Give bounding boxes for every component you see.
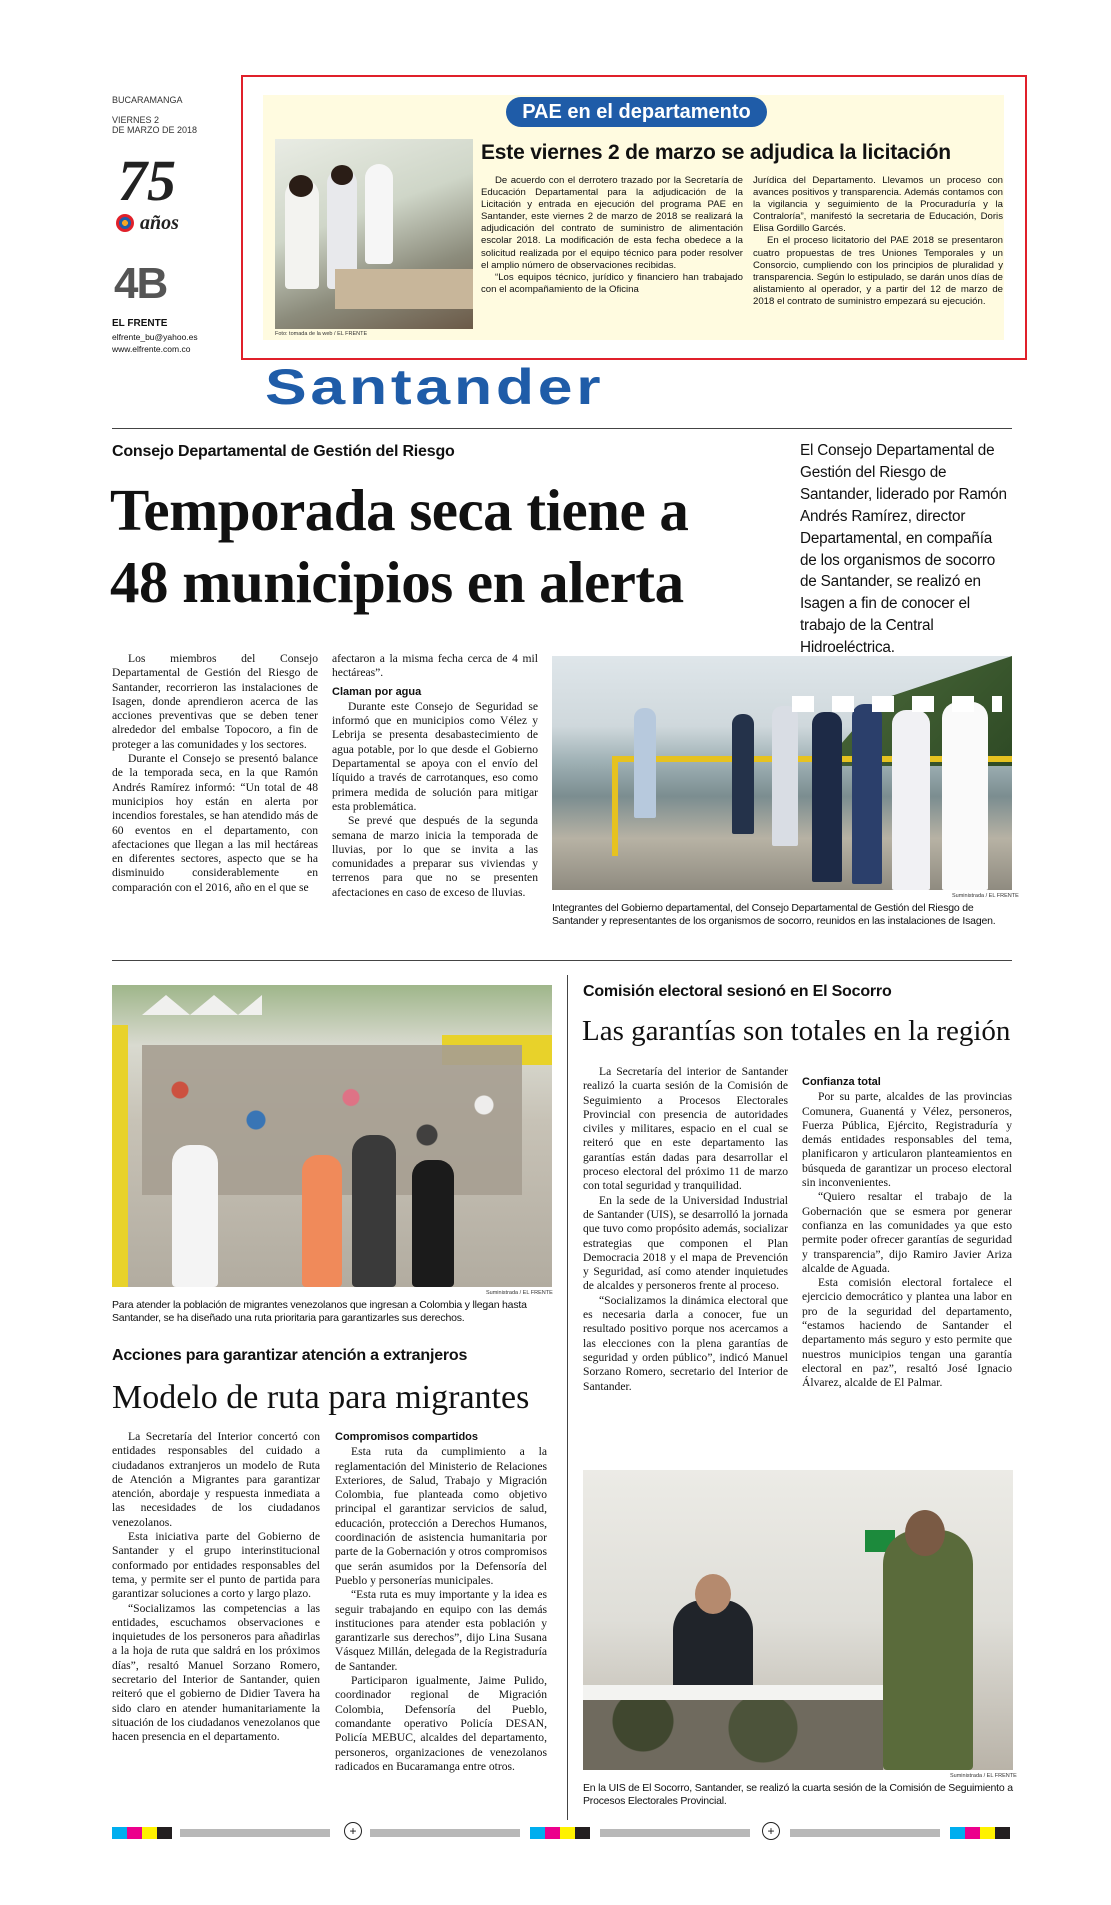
gray-strip-right: [790, 1829, 940, 1837]
article2-col2-p2: “Esta ruta es muy importante y la idea es seguir trabajando en equipo con las demás instituciones para atender esta población y garantizarle sus derechos”, dijo Lina Susana Vásquez Millán, delegada de la Registraduría de Santander.: [335, 1588, 547, 1673]
photo-man-front: [352, 1135, 396, 1287]
color-bar-center: [530, 1827, 590, 1839]
pae-col1-p2: “Los equipos técnico, jurídico y financiero han trabajado con el acompañamiento de la Oficina: [481, 271, 743, 295]
photo-officer-head: [905, 1510, 945, 1556]
article1-kicker: Consejo Departamental de Gestión del Riesgo: [112, 443, 455, 460]
article2-col2-p3: Participaron igualmente, Jaime Pulido, coordinador regional de Migración Colombia, Defensoría del Pueblo, comandante operativo Policía DESAN, Policía MEBUC, alcaldes del departamento, personeros, organizaciones de venezolanos radicados en Bucaramanga entre otros.: [335, 1674, 547, 1773]
page-number: 4B: [114, 259, 167, 308]
gray-strip-mid2: [600, 1829, 750, 1837]
article1-lead: El Consejo Departamental de Gestión del Riesgo de Santander, liderado por Ramón Andrés Ramírez, director Departamental, en compañía de los organismos de socorro de Santander, se realizó en Isagen a fin de conocer el trabajo de la Central Hidroeléctrica.: [800, 442, 1007, 657]
article3-col-2: [802, 1065, 1012, 1391]
article3-col2-p1: Por su parte, alcaldes de las provincias Comunera, Guanentá y Vélez, personeros, Fuerza Pública, Ejército, Registraduría y demás entidades responsables del tema, planificaron y articularon planteamientos en búsqueda de garantizar un proceso electoral sin inconvenientes.: [802, 1090, 1012, 1190]
article1-photo: [552, 656, 1012, 890]
article2-col-2: [335, 1430, 547, 1774]
photo-bridge-rail: [112, 1025, 128, 1287]
article3-photo: [583, 1470, 1013, 1770]
article1-photo-credit: Suministrada / EL FRENTE: [952, 893, 1019, 899]
article2-photo: [112, 985, 552, 1287]
city-label: BUCARAMANGA: [112, 95, 183, 105]
pae-col2-p2: En el proceso licitatorio del PAE 2018 se presentaron cuatro propuestas de tres Uniones Temporales y un Consorcio, cumpliendo con los principios de pluralidad y transparencia. Según lo estipulado, se darán unos días de alistamiento al operador, y a partir del 12 de marzo de 2018 el contrato de suministro empezará su ejecución.: [753, 235, 1003, 307]
color-bar-m3: [965, 1827, 980, 1839]
section-title: Santander: [265, 359, 605, 415]
photo-person-7: [942, 702, 988, 890]
article3-col-1: [583, 1065, 788, 1394]
pae-photo-credit: Foto: tomada de la web / EL FRENTE: [275, 331, 368, 337]
article1-caption: Integrantes del Gobierno departamental, del Consejo Departamental de Gestión del Riesgo de Santander y representantes de los organismos de socorro, reunidos en las instalaciones de Isagen.: [552, 902, 996, 927]
article1-col2-subhead: Claman por agua: [332, 685, 422, 698]
photo-seated-head: [695, 1574, 731, 1614]
article2-photo-credit: Suministrada / EL FRENTE: [486, 1290, 553, 1296]
photo-railing-post: [612, 756, 618, 856]
article2-col1-p1: La Secretaría del Interior concertó con entidades responsables del cuidado a ciudadanos extranjeros un modelo de Ruta de Atención a Migrantes para garantizar atención, abordaje y respuesta inmediata a las necesidades de los ciudadanos venezolanos.: [112, 1430, 320, 1529]
photo-soldiers-front: [583, 1700, 883, 1770]
article1-col-2: [332, 652, 538, 900]
gray-strip-mid: [370, 1829, 520, 1837]
article3-col1-p1: La Secretaría del interior de Santander realizó la cuarta sesión de la Comisión de Seguimiento a Procesos Electorales Provincial con presencia de autoridades civiles y militares, espacio en el cual se reiteró que en este departamento las garantías están dadas para desarrollar el proceso electoral del próximo 11 de marzo con total seguridad y tranquilidad.: [583, 1065, 788, 1193]
article2-col2-subhead: Compromisos compartidos: [335, 1431, 479, 1443]
photo-officer: [883, 1530, 973, 1770]
color-bar-y2: [560, 1827, 575, 1839]
date-line-2: DE MARZO DE 2018: [112, 125, 198, 135]
section-rule: [112, 428, 1012, 429]
photo-person-1: [634, 708, 656, 818]
date-line-1: VIERNES 2: [112, 115, 160, 125]
photo-person-6: [892, 710, 930, 890]
article2-col-1: [112, 1430, 320, 1745]
article3-col2-subhead: Confianza total: [802, 1076, 881, 1088]
article3-caption: En la UIS de El Socorro, Santander, se realizó la cuarta sesión de la Comisión de Seguimiento a Procesos Electorales Provincial.: [583, 1782, 1013, 1807]
article1-col1-p1: Los miembros del Consejo Departamental de Gestión del Riesgo de Santander, recorrieron las instalaciones de Isagen, donde aprendieron acerca de las acciones preventivas que se deben tener alrededor del embalse Topocoro, a fin de proteger a las comunidades y los sectores.: [112, 652, 318, 751]
article3-col1-p2: En la sede de la Universidad Industrial de Santander (UIS), se desarrolló la jornada que tuvo como propósito además, socializar estrategias que componen el Plan Democracia 2018 y el mapa de Prevención y Seguridad, así como atender inquietudes de alcaldes y personeros frente al proceso.: [583, 1193, 788, 1293]
photo-woman-front: [172, 1145, 218, 1287]
article3-headline: Las garantías son totales en la región: [582, 1015, 1011, 1047]
color-bar-yellow: [142, 1827, 157, 1839]
gray-strip-left: [180, 1829, 330, 1837]
photo-person-5: [852, 704, 882, 884]
photo-woman-black: [412, 1160, 454, 1287]
color-bar-black: [157, 1827, 172, 1839]
anniversary-number: 75: [118, 148, 176, 213]
article3-kicker: Comisión electoral sesionó en El Socorro: [583, 983, 892, 1000]
color-bar-c2: [530, 1827, 545, 1839]
pae-col1-p1: De acuerdo con el derrotero trazado por la Secretaría de Educación Departamental para la adjudicación de la Licitación y entrada en ejecución del programa PAE en Santander, este viernes 2 de marzo de 2018 se realizará la adjudicación del contrato de suministro de alimentación escolar 2018. La modificación de esta fecha obedece a la solicitud realizada por el equipo técnico para poder resolver el amplio número de observaciones recibidas.: [481, 175, 743, 271]
pae-col2-p1: Jurídica del Departamento. Llevamos un proceso con avances positivos y transparencia. Además contamos con la vigilancia y seguimiento de la Procuraduría y la Contraloría”, manifestó la secretaria de Educación, Doris Elisa Gordillo Garcés.: [753, 175, 1003, 235]
photo-tents: [142, 995, 262, 1015]
paper-name: EL FRENTE: [112, 318, 168, 329]
photo-table: [335, 269, 473, 309]
pae-photo: [275, 139, 473, 329]
color-bar-k3: [995, 1827, 1010, 1839]
article2-kicker: Acciones para garantizar atención a extranjeros: [112, 1347, 468, 1364]
photo-helmets: [792, 696, 1002, 712]
article1-col1-p2: Durante el Consejo se presentó balance de la temporada seca, en la que Ramón Andrés Ramírez informó: “Un total de 48 municipios hoy están en alerta por incendios forestales, se han atendido más de 60 eventos en el departamento, con afectaciones que llegan a las mil hectáreas en diferentes sectores, aspecto que se ha disminuido considerablemente en comparación con el 2016, año en el que se: [112, 752, 318, 894]
masthead: [112, 95, 222, 135]
article3-col2-p3: Esta comisión electoral fortalece el ejercicio democrático y plantea una labor en pro de la seguridad del departamento, “estamos haciendo de Santander el departamento más seguro y esto permite que nuestros municipios tengan una garantía electoral en paz”, resaltó José Ignacio Álvarez, alcalde de El Palmar.: [802, 1276, 1012, 1390]
article3-photo-credit: Suministrada / EL FRENTE: [950, 1773, 1017, 1779]
photo-dark-hair-2: [331, 165, 353, 185]
anniversary-word: años: [140, 212, 179, 234]
article2-col1-p3: “Socializamos las competencias a las entidades, escuchamos observaciones e inquietudes de los personeros para añadirlas a la hoja de ruta que saldrá en los próximos días”, resaltó Manuel Sorzano Romero, secretario del Interior de Santander, quien reiteró que el gobierno de Didier Tavera ha sido claro en atender humanitariamente la situación de los ciudadanos venezolanos que hacen presencia en el departamento.: [112, 1601, 320, 1744]
color-bar-left: [112, 1827, 172, 1839]
article3-col1-p3: “Socializamos la dinámica electoral que es necesaria darla a conocer, fue un resultado positivo porque nos acercamos a las elecciones con la plena garantías de seguridad y orden público”, indicó Manuel Sorzano Romero, secretario del Interior de Santander.: [583, 1293, 788, 1393]
photo-woman-orange: [302, 1155, 342, 1287]
color-bar-m2: [545, 1827, 560, 1839]
color-bar-y3: [980, 1827, 995, 1839]
article1-headline-line2: 48 municipios en alerta: [110, 549, 684, 615]
color-bar-c3: [950, 1827, 965, 1839]
article1-headline-line1: Temporada seca tiene a: [110, 477, 689, 543]
article2-col1-p2: Esta iniciativa parte del Gobierno de Santander y el grupo interinstitucional conformado por entidades responsables del tema, y permite ser el punto de partida para garantizar soluciones a corto y largo plazo.: [112, 1530, 320, 1601]
divider-mid: [112, 960, 1012, 961]
photo-student-3: [365, 164, 393, 264]
color-bar-right: [950, 1827, 1010, 1839]
article1-col2-p1: Durante este Consejo de Seguridad se informó que en municipios como Vélez y Lebrija se presenta desabastecimiento de agua potable, por lo que desde el Gobierno Departamental se apoya con el envío del líquido a través de carrotanques, eso como primera medida de solución para mitigar esta problemática.: [332, 699, 538, 813]
article1-col-1: [112, 652, 318, 895]
anniversary-logo: [112, 148, 192, 247]
article3-col2-p2: “Quiero resaltar el trabajo de la Gobernación que se esmera por generar confianza en las comunidades ya que esto permite poder ofrecer garantías de seguridad y transparencia”, dijo Ramiro Javier Ariza alcalde de Aguada.: [802, 1190, 1012, 1275]
color-bar-magenta: [127, 1827, 142, 1839]
article1-col2-intro: afectaron a la misma fecha cerca de 4 mil hectáreas”.: [332, 652, 538, 680]
photo-person-3: [772, 706, 798, 846]
article2-headline: Modelo de ruta para migrantes: [112, 1379, 530, 1416]
email: elfrente_bu@yahoo.es: [112, 332, 198, 342]
photo-dark-hair: [289, 175, 313, 197]
column-divider: [567, 975, 568, 1820]
color-bar-k2: [575, 1827, 590, 1839]
registration-mark-icon-2: +: [762, 1822, 780, 1840]
pae-box: [241, 75, 1027, 360]
photo-person-4: [812, 712, 842, 882]
article2-col2-p1: Esta ruta da cumplimiento a la reglamentación del Ministerio de Relaciones Exteriores, de Salud, Trabajo y Migración Colombia, fue planteada como objetivo principal el garantizar servicios de salud, educación, protección a Derechos Humanos, coordinación de asistencia humanitaria por parte de la Gobernación y otros compromisos que serán asumidos por la Defensoría del Pueblo y personerías municipales.: [335, 1445, 547, 1587]
article2-caption: Para atender la población de migrantes venezolanos que ingresan a Colombia y llegan hasta Santander, se ha diseñado una ruta prioritaria para garantizarles sus derechos.: [112, 1299, 527, 1324]
website: www.elfrente.com.co: [112, 344, 191, 354]
photo-person-2: [732, 714, 754, 834]
registration-mark-icon: +: [344, 1822, 362, 1840]
pae-col-2: [753, 175, 1003, 308]
color-bar-icon: [112, 1827, 127, 1839]
pae-col-1: [481, 175, 743, 296]
pae-tag: PAE en el departamento: [506, 97, 767, 127]
film-reel-icon: [116, 214, 134, 232]
pae-headline: Este viernes 2 de marzo se adjudica la licitación: [481, 141, 951, 164]
article1-col2-p2: Se prevé que después de la segunda semana de marzo inicia la temporada de lluvias, por lo que se invita a las comunidades a preparar sus viviendas y terrenos para que no se presenten afectaciones en caso de exceso de lluvias.: [332, 814, 538, 899]
